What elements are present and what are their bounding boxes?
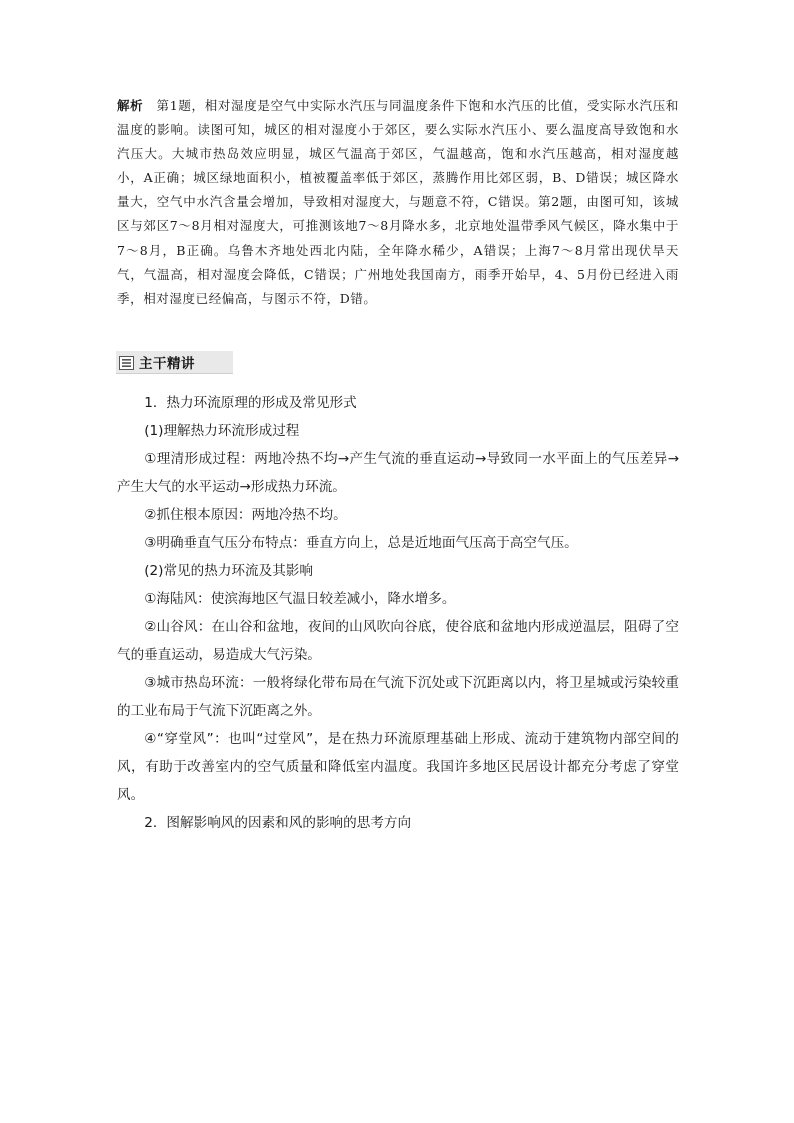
analysis-part-2: 第2题，由图可知，该城区与郊区7～8月相对湿度大，可推测该地7～8月降水多，北京地处温带季风气候区，降水集中于7～8月，B正确。乌鲁木齐地处西北内陆，全年降水稀少，A错误；上海7～8月常出现伏旱天气，气温高，相对湿度会降低，C错误；广州地处我国南方，雨季开始早，4、5月份已经进入雨季，相对湿度已经偏高，与图示不符，D错。	[117, 194, 679, 306]
section-header	[116, 351, 233, 374]
item-vertical-pressure: ③明确垂直气压分布特点：垂直方向上，总是近地面气压高于高空气压。	[144, 535, 578, 551]
item-root-cause: ②抓住根本原因：两地冷热不均。	[144, 507, 347, 523]
main-content	[117, 389, 679, 837]
heading-2: 2．图解影响风的因素和风的影响的思考方向	[144, 815, 412, 831]
analysis-label: 解析	[117, 98, 144, 113]
analysis-part-1: 第1题，相对湿度是空气中实际水汽压与同温度条件下饱和水汽压的比值，受实际水汽压和温度的影响。读图可知，城区的相对湿度小于郊区，要么实际水汽压小、要么温度高导致饱和水汽压大。大城市热岛效应明显，城区气温高于郊区，气温越高，饱和水汽压越高，相对湿度越小，A正确；城区绿地面积小，植被覆盖率低于郊区，蒸腾作用比郊区弱，B、D错误；城区降水量大，空气中水汽含量会增加，导致相对湿度大，与题意不符，C错误。	[117, 98, 679, 210]
subheading-1: (1)理解热力环流形成过程	[144, 423, 300, 439]
analysis-paragraph	[117, 94, 679, 311]
item-sea-land-breeze: ①海陆风：使滨海地区气温日较差减小，降水增多。	[144, 591, 456, 607]
section-list-icon	[119, 355, 134, 369]
item-cross-ventilation: ④“穿堂风”：也叫“过堂风”，是在热力环流原理基础上形成、流动于建筑物内部空间的风，有助于改善室内的空气质量和降低室内温度。我国许多地区民居设计都充分考虑了穿堂风。	[117, 731, 679, 803]
section-title: 主干精讲	[139, 356, 195, 372]
heading-1: 1．热力环流原理的形成及常见形式	[144, 395, 357, 411]
item-formation-process: ①理清形成过程：两地冷热不均→产生气流的垂直运动→导致同一水平面上的气压差异→产生大气的水平运动→形成热力环流。	[117, 451, 679, 495]
item-urban-heat-island: ③城市热岛环流：一般将绿化带布局在气流下沉处或下沉距离以内，将卫星城或污染较重的工业布局于气流下沉距离之外。	[117, 675, 679, 719]
item-mountain-valley-breeze: ②山谷风：在山谷和盆地，夜间的山风吹向谷底，使谷底和盆地内形成逆温层，阻碍了空气的垂直运动，易造成大气污染。	[117, 619, 679, 663]
subheading-2: (2)常见的热力环流及其影响	[144, 563, 313, 579]
